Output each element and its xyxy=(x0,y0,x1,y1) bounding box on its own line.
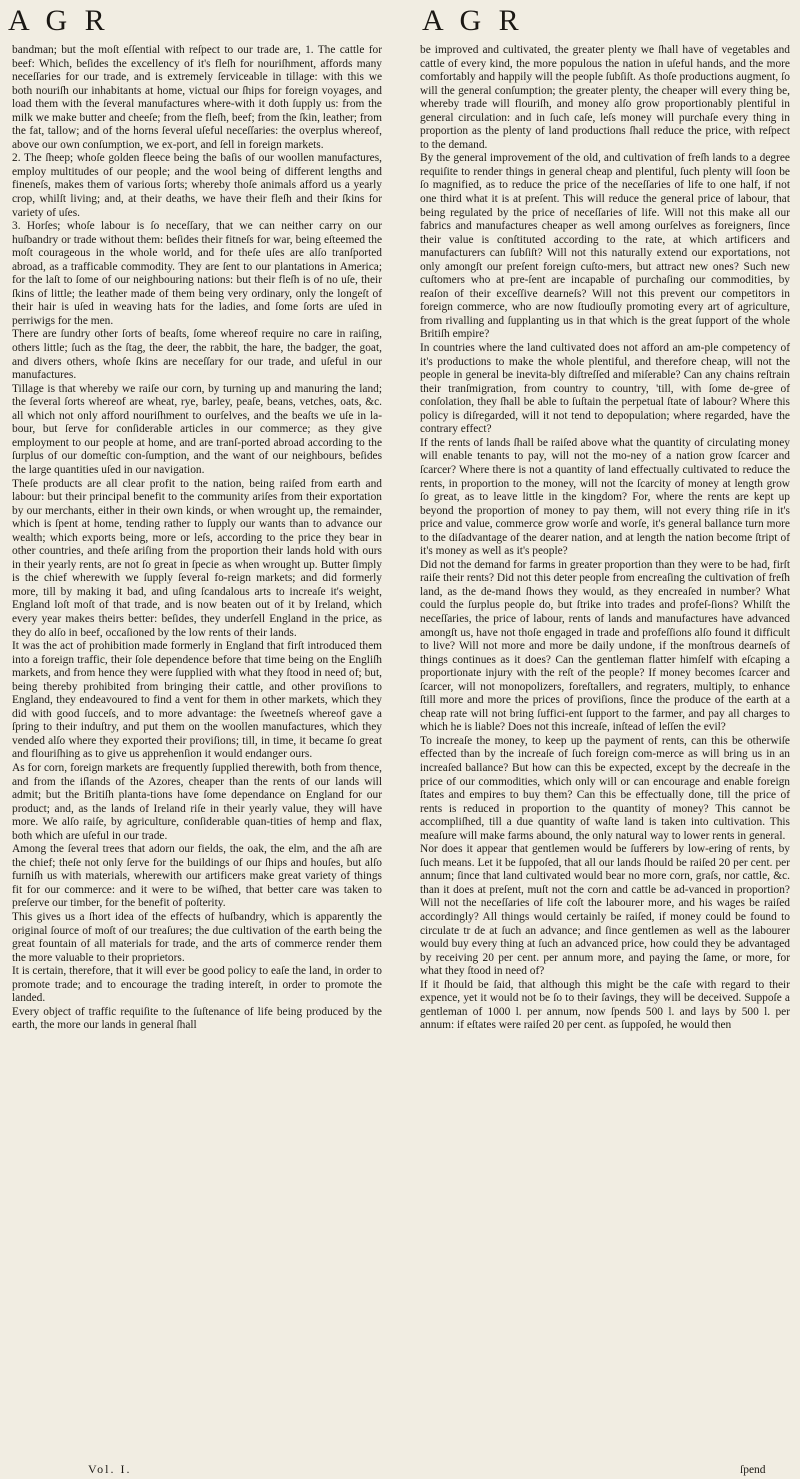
paragraph: bandman; but the moſt eſſential with reſpect to our trade are, 1. The cattle for beef: Which, beſides the excellency of it's fleſh for nouriſhment, affords many neceſſaries for our trade, and is extremely ſerviceable in tillage: with this we both nouriſh our inhabitants at home, victual our ſhips for foreign voyages, and load them with the ſeveral manufactures where-with it doth ſupply us: from the milk we make butter and cheeſe; from the fleſh, beef; from the ſkin, leather; from the fat, tallow; and of the horns ſeveral uſeful neceſſaries: the overplus whereof, above our own conſumption, we ex-port, and ſell in foreign markets. xyxy=(12,44,382,151)
left-column xyxy=(12,44,382,1033)
paragraph: By the general improvement of the old, and cultivation of freſh lands to a degree requiſite to render things in general cheap and plentiful, ſuch plenty will ſoon be ſo magnified, as to reduce the price of the neceſſaries of life to one half, if not one third what it is at preſent. This will reduce the general price of labour, that being regulated by the price of neceſſaries of life. Will not this make all our fabrics and manufactures cheaper as well among ourſelves as foreigners, ſince their value is conſtituted according to the rate, at which artificers and manufacturers can ſubſiſt? Will not this naturally extend our exportations, not only amongſt our preſent foreign cuſto-mers, but attract new ones? Such new cuſtomers who at pre-ſent are incapable of purchaſing our commodities, by reaſon of their exceſſive dearneſs? Will not this prevent our competitors in foreign commerce, who are now ſtudiouſly promoting every art of agriculture, from rivalling and ſupplanting us in that which is the great ſupport of the whole Britiſh empire? xyxy=(420,152,790,341)
catchword: ſpend xyxy=(740,1464,766,1476)
paragraph: Nor does it appear that gentlemen would be ſufferers by low-ering of rents, by ſuch means. Let it be ſuppoſed, that all our lands ſhould be raiſed 20 per cent. per annum; ſince that land cultivated would bear no more corn, graſs, nor cattle, &c. than it does at preſent, muſt not the corn and cattle be ad-vanced in proportion? Will not the neceſſaries of life coſt the labourer more, and his wages be raiſed accordingly? All things would certainly be raiſed, if money could be found to circulate tr de at ſuch an advance; and ſince gentlemen as well as the labourer would buy every thing at ſuch an advanced price, how could they be advantaged by receiving 20 per cent. per annum more, and paying the ſame, or more, for what they ſtood in need of? xyxy=(420,843,790,978)
paragraph: There are ſundry other ſorts of beaſts, ſome whereof require no care in raiſing, others little; ſuch as the ſtag, the deer, the rabbit, the hare, the badger, the goat, and divers others, whoſe ſkins are neceſſary for our trade, and uſeful in our manufactures. xyxy=(12,328,382,382)
paragraph: 3. Horſes; whoſe labour is ſo neceſſary, that we can neither carry on our huſbandry or trade without them: beſides their fitneſs for war, being eſteemed the moſt courageous in the whole world, and for theſe uſes are alſo tranſported abroad, as a trafficable commodity. They are ſent to our plantations in America; for the laſt to ſome of our neighbouring nations: but their fleſh is of no uſe, their ſkins of little; the leather made of them being very ordinary, only the longeſt of their hair is uſed in weaving hats for the ladies, and ſome ſorts are uſed in perriwigs for the men. xyxy=(12,220,382,327)
column-gutter xyxy=(398,44,399,1459)
paragraph: Did not the demand for farms in greater proportion than they were to be had, firſt raiſe their rents? Did not this deter people from encreaſing the cultivation of freſh land, as the de-mand ſhows they would, as they encreaſed in number? What could the ſurplus people do, but ſtrike into trades and profeſ-ſions? Whilſt the neceſſaries, the price of labour, rents of lands and manufactures have advanced amongſt us, have not thoſe engaged in trade and profeſſions alſo found it difficult to live? Will not more and more be daily undone, if the monſtrous dearneſs of things continues as it does? Can the gentleman flatter himſelf with eſcaping a proportionate injury with the reſt of the people? If money becomes ſcarcer and ſcarcer, will not monopolizers, foreſtallers, and regraters, multiply, to enhance ſtill more and more the prices of proviſions, ſince the produce of the earth at a cheap rate will not bring ſuffici-ent ſupport to the farmer, and pay all charges to which he is liable? Does not this increaſe, inſtead of leſſen the evil? xyxy=(420,558,790,734)
paragraph: Theſe products are all clear profit to the nation, being raiſed from earth and labour: but their principal benefit to the community ariſes from their exportation by our merchants, either in their own kinds, or when wrought up, the remainder, which is ſpent at home, tending rather to ſupply our wants than to advance our wealth; which exports being, more or leſs, according to the price they bear in other countries, and theſe ariſing from the proportion their lands hold with ours in their yearly rents, are not ſo great in ſpecie as when wrought up. Butter ſimply is the chief wherewith we ſupply ſeveral fo-reign markets; and did formerly more, till by making it bad, and uſing ſcandalous arts to increaſe it's weight, England loſt moſt of that trade, and is now beaten out of it by Ireland, which every year makes theirs better: beſides, they underſell England in the price, as they do alſo in beef, occaſioned by the low rents of their lands. xyxy=(12,477,382,639)
paragraph: be improved and cultivated, the greater plenty we ſhall have of vegetables and cattle of every kind, the more populous the nation in uſeful hands, and the more comfortably and happily will the people ſubſiſt. As thoſe productions augment, ſo will the general conſumption; the greater plenty, the cheaper will every thing be, whereby trade will flouriſh, and money alſo grow proportionably plentiful in general circulation: and in ſuch caſe, leſs money will purchaſe every thing in proportion as the plenty of land productions ſhall reduce the price, with reſpect to the demand. xyxy=(420,44,790,151)
running-head-left: A G R xyxy=(8,4,110,37)
paragraph: Among the ſeveral trees that adorn our fields, the oak, the elm, and the aſh are the chief; theſe not only ſerve for the buildings of our ſhips and houſes, but alſo furniſh us with materials, wherewith our artificers make great variety of things fit for our commerce: and it were to be wiſhed, that better care was taken to preſerve our timber, for the benefit of poſterity. xyxy=(12,843,382,910)
paragraph: 2. The ſheep; whoſe golden fleece being the baſis of our woollen manufactures, employ multitudes of our people; and the wool being of different lengths and fineneſs, makes them of various ſorts; whereby thoſe animals afford us a yearly crop, whilſt living; and, at their deaths, we have their fleſh and their ſkins for variety of uſes. xyxy=(12,152,382,219)
paragraph: If it ſhould be ſaid, that although this might be the caſe with regard to their expence, yet it would not be ſo to their ſavings, they will be deceived. Suppoſe a gentleman of 1000 l. per annum, now ſpends 500 l. and lays by 500 l. per annum: if eſtates were raiſed 20 per cent. as ſuppoſed, he would then xyxy=(420,978,790,1032)
paragraph: It is certain, therefore, that it will ever be good policy to eaſe the land, in order to promote trade; and to encourage the trading intereſt, in order to promote the landed. xyxy=(12,965,382,1005)
paragraph: As for corn, foreign markets are frequently ſupplied therewith, both from thence, and from the iſlands of the Azores, cheaper than the rents of our lands will admit; but the Britiſh planta-tions have ſome dependance on England for our product; and, as the lands of Ireland riſe in their yearly value, they will have more. We alſo raiſe, by agriculture, conſiderable quan-tities of hemp and flax, both which are uſeful in our trade. xyxy=(12,761,382,842)
running-head-right: A G R xyxy=(422,4,524,37)
paragraph: This gives us a ſhort idea of the effects of huſbandry, which is apparently the original ſource of moſt of our treaſures; the due cultivation of the earth being the great fountain of all materials for trade, and the arts of commerce render them the more valuable to their proprietors. xyxy=(12,911,382,964)
paragraph: If the rents of lands ſhall be raiſed above what the quantity of circulating money will enable tenants to pay, will not the mo-ney of a nation grow ſcarcer and ſcarcer? Where there is not a quantity of land effectually cultivated to reduce the rents, in proportion to the money, will not the ſcarcity of money at length grow ſo great, as to leave little in the kingdom? For, where the rents are kept up beyond the proportion of money to pay them, will not every thing riſe in it's price and value, commerce grow worſe and worſe, it's general ballance turn more to the diſadvantage of the dearer nation, and at length the nation become ſtript of it's money as well as it's people? xyxy=(420,436,790,558)
paragraph: To increaſe the money, to keep up the payment of rents, can this be otherwiſe effected than by the increaſe of ſuch foreign com-merce as will bring us in an increaſed ballance? But how can this be expected, except by the decreaſe in the price of our commodities, which only will or can encourage and enable foreign ſtates and empires to buy them? Can this be effectually done, till the price of rents is reduced in proportion to the quantity of money? This cannot be accompliſhed, till a due quantity of waſte land is taken into cultivation. This meaſure will make farms abound, the only natural way to lower rents in general. xyxy=(420,734,790,842)
paragraph: Every object of traffic requiſite to the ſuſtenance of life being produced by the earth, the more our lands in general ſhall xyxy=(12,1005,382,1032)
right-column xyxy=(420,44,790,1033)
signature-mark: Vol. I. xyxy=(88,1462,132,1476)
paragraph: In countries where the land cultivated does not afford an am-ple competency of it's productions to make the whole plentiful, and therefore cheap, will not the people in general be inevita-bly diſtreſſed and miſerable? Can any chains reſtrain their tranſmigration, from country to country, 'till, with ſome de-gree of conſolation, they ſhall be able to ſuſtain the perpetual ſtate of labour? Where this policy is diſregarded, will it not tend to depopulation; where regarded, have the contrary effect? xyxy=(420,342,790,436)
paragraph: It was the act of prohibition made formerly in England that firſt introduced them into a foreign traffic, their ſole dependence before that time being on the Engliſh markets, and from hence they were ſupplied with what they ſtood in need of; but, being thereby prohibited from bringing their cattle, and other proviſions to England, they endeavoured to find a vent for them in other markets, which they did with good ſucceſs, and to more advantage: the ſweetneſs whereof gave a ſpring to their induſtry, and put them on the woollen manufactures, which they vended alſo where they exported their proviſions; till, in time, it became ſo great and flouriſhing as to give us apprehenſion it would endanger ours. xyxy=(12,640,382,761)
paragraph: Tillage is that whereby we raiſe our corn, by turning up and manuring the land; the ſeveral ſorts whereof are wheat, rye, barley, peaſe, beans, vetches, oats, &c. all which not only afford nouriſhment to ourſelves, and the beaſts we uſe in la-bour, but ſerve for conſiderable articles in our commerce; as they give employment to our people at home, and are tranſ-ported abroad according to the ſurplus of our domeſtic con-ſumption, and the want of our neighbours, beſides the large quantities uſed in our navigation. xyxy=(12,382,382,476)
